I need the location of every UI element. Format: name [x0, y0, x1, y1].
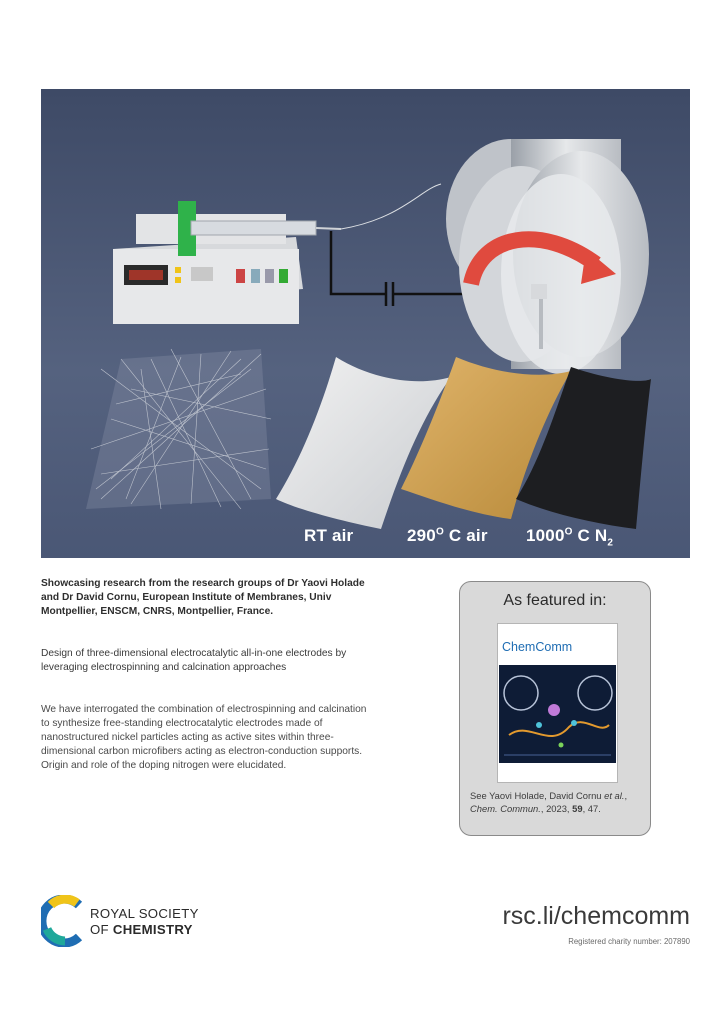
citation-authors: See Yaovi Holade, David Cornu — [470, 790, 605, 801]
electrospinning-scene — [41, 89, 690, 558]
journal-cover-art — [499, 665, 616, 763]
label-1000c-n2 — [526, 526, 613, 548]
rsc-emblem-icon — [41, 895, 87, 947]
citation-volume: 59 — [572, 802, 583, 814]
citation-etal: et al. — [604, 790, 625, 801]
label-rt-air: RT air — [304, 526, 354, 545]
charity-number: Registered charity number: 207890 — [568, 937, 690, 946]
article-title: Design of three-dimensional electrocatalytic all-in-one electrodes by leveraging electrospinning and calcination approaches — [41, 648, 347, 673]
chemcomm-url[interactable]: rsc.li/chemcomm — [502, 902, 690, 930]
rsc-name-prefix: OF — [90, 922, 113, 937]
citation-year: , 2023, — [540, 802, 573, 814]
label-1000-subscript: 2 — [607, 537, 614, 549]
featured-box — [459, 581, 651, 836]
rsc-name-bold: CHEMISTRY — [112, 922, 193, 937]
journal-cover[interactable] — [497, 623, 618, 783]
research-group-intro: Showcasing research from the research groups of Dr Yaovi Holade and Dr David Cornu, European Institute of Membranes, Univ Montpellier, ENSCM, CNRS, Montpellier, France. — [41, 578, 365, 617]
citation-pages: , 47. — [582, 802, 601, 814]
featured-citation — [470, 790, 648, 815]
label-290c-air — [407, 526, 488, 546]
label-290-rest: C air — [443, 526, 488, 545]
featured-heading: As featured in: — [503, 592, 607, 609]
rsc-name-line2 — [90, 922, 193, 937]
rsc-name-line1: ROYAL SOCIETY — [90, 906, 199, 921]
citation-comma: , — [624, 790, 628, 801]
label-1000-degree: O — [564, 526, 573, 538]
article-abstract: We have interrogated the combination of electrospinning and calcination to synthesize free-standing electrocatalytic electrodes made of nanostructured nickel particles acting as active sites within three-dimensional carbon microfibers acting as electron-conduction supports. Origin and role of the doping nitrogen were elucidated. — [41, 704, 367, 771]
label-290-degree: O — [435, 526, 444, 538]
label-1000-rest: C N — [572, 526, 608, 545]
label-1000-number: 1000 — [526, 526, 565, 545]
label-290-number: 290 — [407, 526, 436, 545]
journal-cover-logo: ChemComm — [502, 640, 573, 654]
rsc-logo[interactable] — [41, 895, 216, 947]
cover-illustration — [41, 89, 690, 558]
citation-journal: Chem. Commun. — [470, 802, 541, 814]
